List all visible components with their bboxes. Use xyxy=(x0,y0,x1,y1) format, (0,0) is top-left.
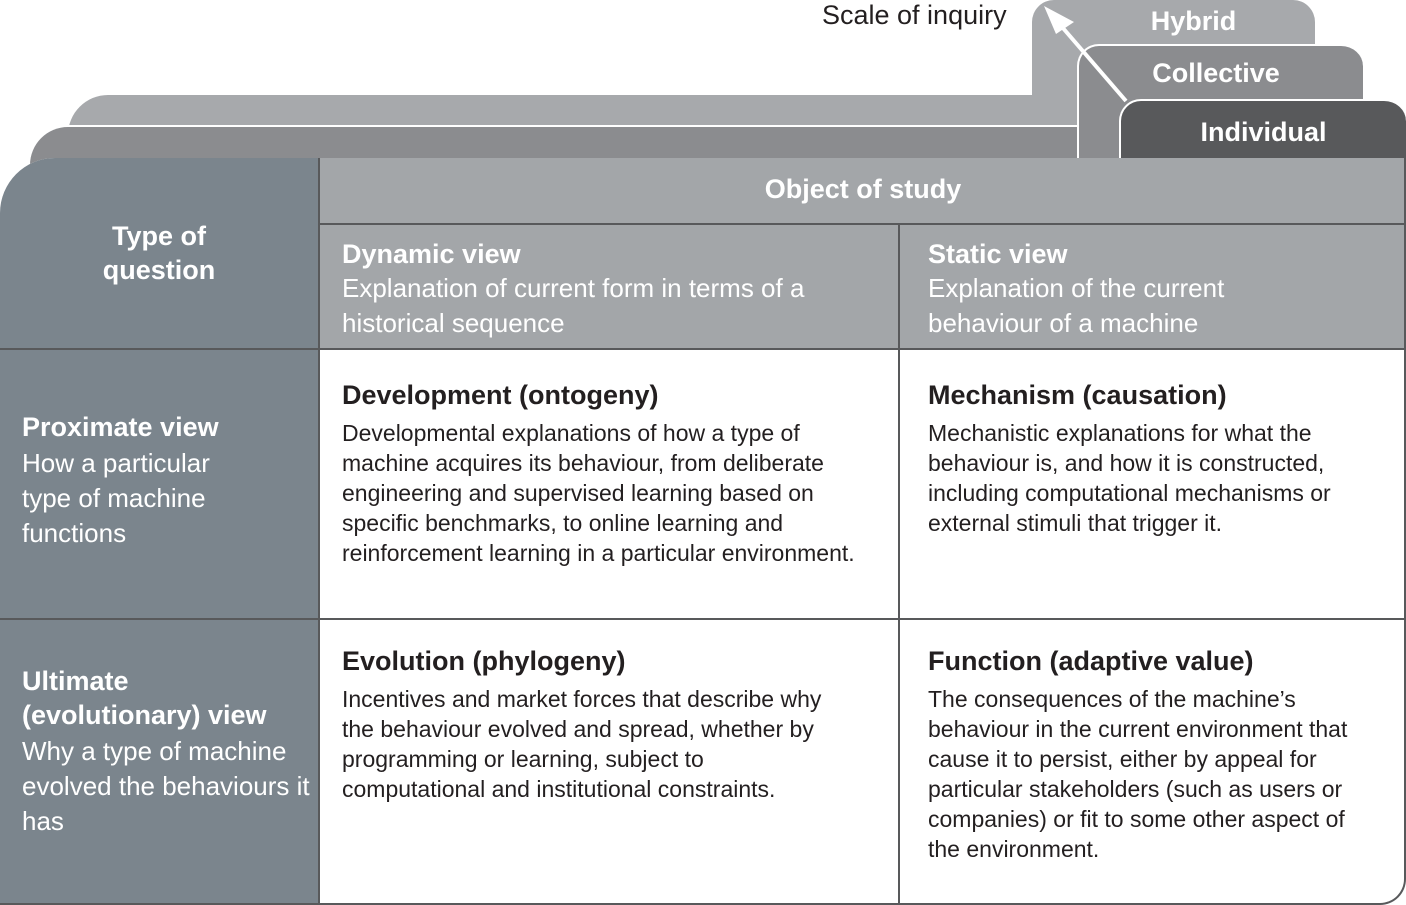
table xyxy=(0,158,1406,905)
static-view-header: Static view Explanation of the current behaviour of a machine xyxy=(900,225,1406,350)
object-of-study-header: Object of study xyxy=(320,158,1406,225)
development-cell: Development (ontogeny) Developmental explanations of how a type of machine acquires its behaviour, from deliberate engineering and supervised learning based on specific benchmarks, to online learning and reinforcement learning in a particular environment. xyxy=(320,350,900,620)
proximate-view-row-header: Proximate view How a particular type of machine functions xyxy=(0,350,320,620)
function-cell: Function (adaptive value) The consequences of the machine’s behaviour in the current environment that cause it to persist, either by appeal for particular stakeholders (such as users or companies) or fit to some other aspect of the environment. xyxy=(928,646,1348,862)
ultimate-view-row-header: Ultimate (evolutionary) view Why a type of machine evolved the behaviours it has xyxy=(0,620,320,905)
type-of-question-header: Type of question xyxy=(0,158,320,350)
scale-arrow-icon xyxy=(1030,0,1140,110)
collective-label: Collective xyxy=(1152,58,1280,88)
mechanism-cell: Mechanism (causation) Mechanistic explanations for what the behaviour is, and how it is constructed, including computational mechanisms or external stimuli that trigger it. xyxy=(900,350,1406,620)
dynamic-view-header: Dynamic view Explanation of current form in terms of a historical sequence xyxy=(320,225,900,350)
evolution-cell: Evolution (phylogeny) Incentives and market forces that describe why the behaviour evolved and spread, whether by programming or learning, subject to computational and institutional constraints. xyxy=(320,620,900,905)
hybrid-label: Hybrid xyxy=(1150,6,1237,36)
individual-label: Individual xyxy=(1200,117,1327,147)
scale-of-inquiry-label: Scale of inquiry xyxy=(822,0,1007,30)
